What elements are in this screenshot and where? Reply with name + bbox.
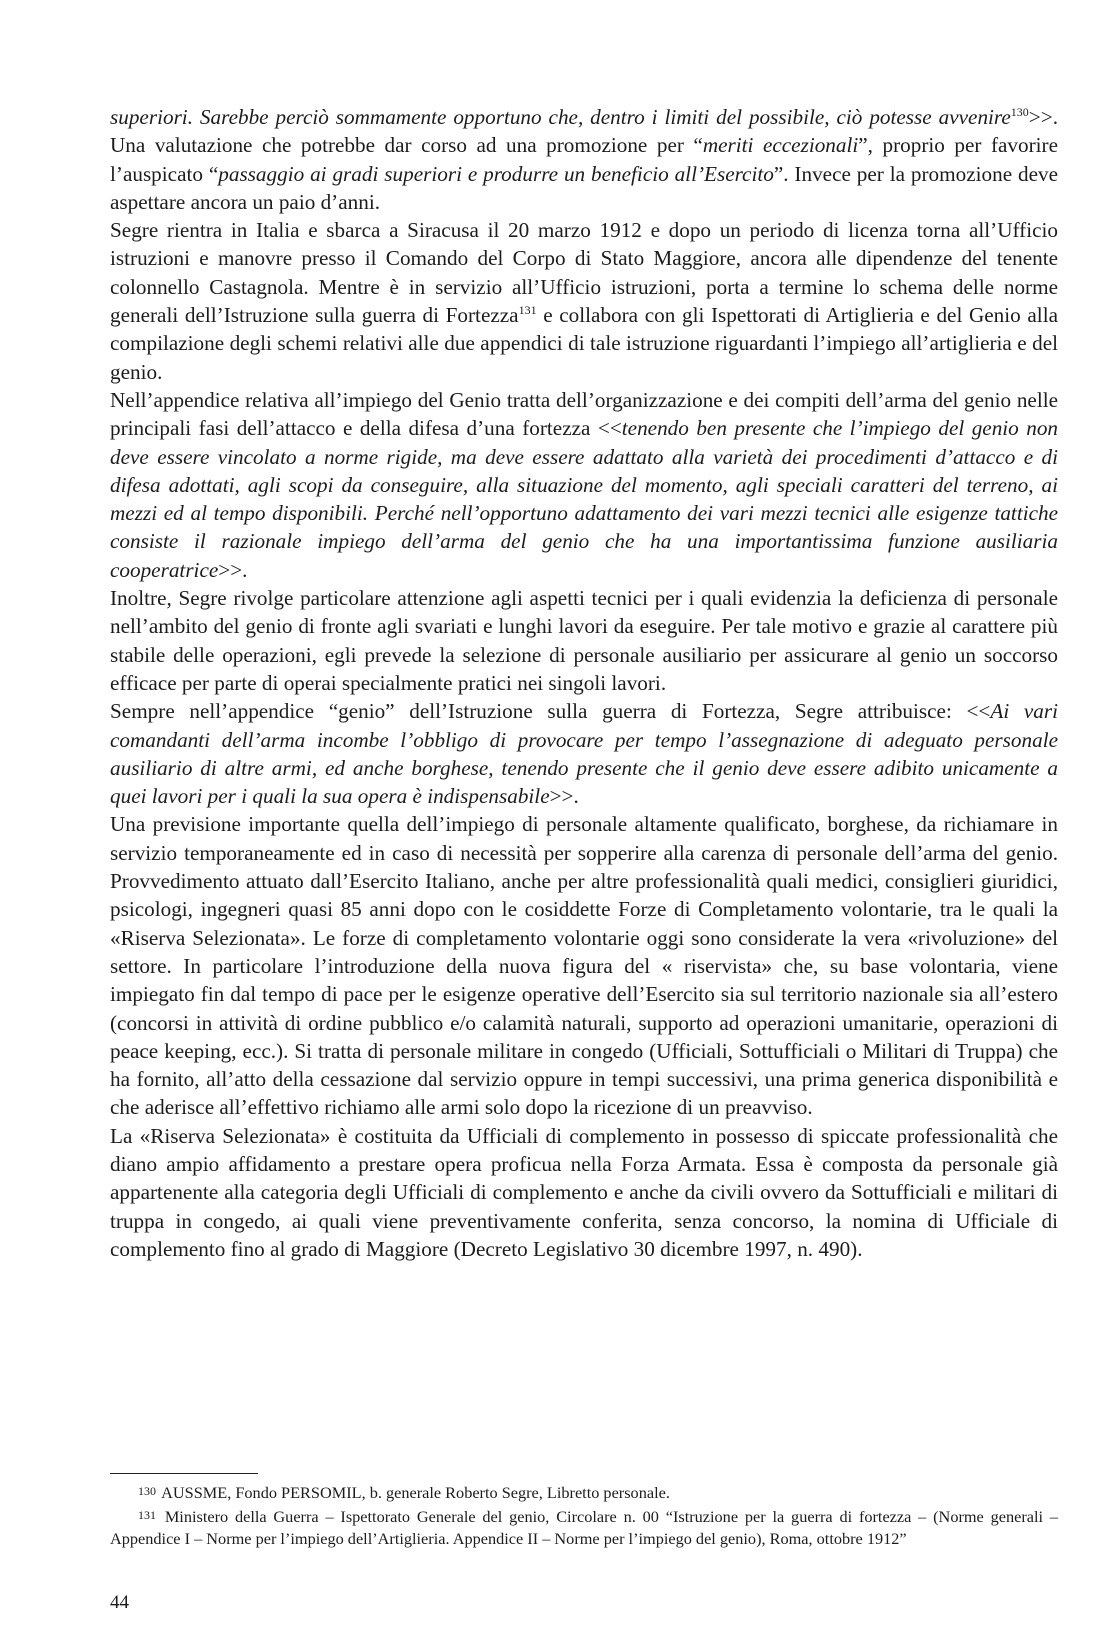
text-run: Una previsione importante quella dell’impiego di personale altamente qualificato, borghese, da richiamare in servizio temporaneamente ed in caso di necessità per sopperire alla carenza di personale dell’arma del genio. Provvedimento attuato dall’Esercito Italiano, anche per altre professionalità quali medici, consiglieri giuridici, psicologi, ingegneri quasi 85 anni dopo con le cosiddette Forze di Completamento volontarie, tra le quali la «Riserva Selezionata». Le forze di completamento volontarie oggi sono considerate la vera «rivoluzione» del settore. In particolare l’introduzione della nuova figura del « riservista» che, su base volontaria, viene impiegato fin dal tempo di pace per le esigenze operative dell’Esercito sia sul territorio nazionale sia all’estero (concorsi in attività di ordine pubblico e/o calamità naturali, supporto ad operazioni umanitarie, operazioni di peace keeping, ecc.). Si tratta di personale militare in congedo (Ufficiali, Sottufficiali o Militari di Truppa) che ha fornito, all’atto della cessazione dal servizio oppure in tempi successivi, una prima generica disponibilità e che aderisce all’effettivo richiamo alle armi solo dopo la ricezione di un preavviso. — [110, 812, 1058, 1120]
footnotes — [110, 1480, 1058, 1550]
footnote-reference: 131 — [518, 303, 537, 318]
text-run: La «Riserva Selezionata» è costituita da Ufficiali di complemento in possesso di spiccate professionalità che diano ampio affidamento a prestare opera proficua nella Forza Armata. Essa è composta da personale già appartenente alla categoria degli Ufficiali di complemento e anche da civili ovvero da Sottufficiali e militari di truppa in congedo, ai quali viene preventivamente conferita, senza concorso, la nomina di Ufficiale di complemento fino al grado di Maggiore (Decreto Legislativo 30 dicembre 1997, n. 490). — [110, 1123, 1058, 1261]
italic-quote: meriti eccezionali — [702, 133, 859, 158]
footnote-separator — [110, 1473, 258, 1474]
main-text — [110, 103, 1058, 1263]
text-run: Sempre nell’appendice “genio” dell’Istruzione sulla guerra di Fortezza, Segre attribuisce: << — [110, 699, 991, 724]
text-run: Inoltre, Segre rivolge particolare attenzione agli aspetti tecnici per i quali evidenzia la deficienza di personale nell’ambito del genio di fronte agli svariati e lunghi lavori da eseguire. Per tale motivo e grazie al carattere più stabile delle operazioni, egli prevede la selezione di personale ausiliario per assicurare al genio un soccorso efficace per parte di operai specialmente pratici nei singoli lavori. — [110, 586, 1058, 695]
italic-quote: tenendo ben presente che l’impiego del genio non deve essere vincolato a norme rigide, ma deve essere adattato alla varietà dei procedimenti d’attacco e di difesa adottati, agli scopi da conseguire, alla situazione del momento, agli speciali caratteri del terreno, ai mezzi ed al tempo disponibili. Perché nell’opportuno adattamento dei vari mezzi tecnici alle esigenze tattiche consiste il razionale impiego dell’arma del genio che ha una importantissima funzione ausiliaria cooperatrice — [110, 416, 1059, 582]
paragraph — [110, 584, 1058, 697]
footnote-number: 130 — [138, 1484, 156, 1498]
italic-quote: Ai vari comandanti dell’arma incombe l’obbligo di provocare per tempo l’assegnazione di adeguato personale ausiliario di altre armi, ed anche borghese, tenendo presente che il genio deve essere adibito unicamente a quei lavori per i quali la sua opera è indispensabile — [110, 699, 1058, 809]
paragraph — [110, 216, 1058, 386]
footnote-text: AUSSME, Fondo PERSOMIL, b. generale Roberto Segre, Libretto personale. — [161, 1483, 670, 1502]
footnote-reference: 130 — [1010, 104, 1029, 119]
paragraph — [110, 1122, 1058, 1263]
text-run: Segre rientra in Italia e sbarca a Siracusa il 20 marzo 1912 e dopo un periodo di licenza torna all’Ufficio istruzioni e manovre presso il Comando del Corpo di Stato Maggiore, ancora alle dipendenze del tenente colonnello Castagnola. Mentre è in servizio all’Ufficio istruzioni, porta a termine lo schema delle norme generali dell’Istruzione sulla guerra di Fortezza — [110, 218, 1058, 328]
footnote-number: 131 — [138, 1508, 156, 1522]
text-run: ”, proprio per favorire l’auspicato “ — [110, 133, 1058, 186]
page-number: 44 — [110, 1592, 129, 1613]
footnote-130 — [110, 1480, 1058, 1504]
text-run: >>. — [218, 557, 248, 582]
text-run: >>. Una valutazione che potrebbe dar corso ad una promozione per “ — [110, 105, 1058, 158]
paragraph — [110, 697, 1058, 810]
text-run: Nell’appendice relativa all’impiego del Genio tratta dell’organizzazione e dei compiti dell’arma del genio nelle principali fasi dell’attacco e della difesa d’una fortezza << — [110, 387, 1058, 441]
text-run: >>. — [549, 784, 579, 809]
italic-quote: passaggio ai gradi superiori e produrre un beneficio all’Esercito — [218, 161, 774, 186]
paragraph — [110, 810, 1058, 1121]
text-run: ”. Invece per la promozione deve aspettare ancora un paio d’anni. — [110, 161, 1058, 214]
italic-quote: superiori. Sarebbe perciò sommamente opportuno che, dentro i limiti del possibile, ciò potesse avvenire — [110, 105, 1011, 129]
footnote-131 — [110, 1504, 1058, 1550]
paragraph — [110, 386, 1058, 584]
paragraph — [110, 103, 1058, 216]
footnote-text: Ministero della Guerra – Ispettorato Generale del genio, Circolare n. 00 “Istruzione per la guerra di fortezza – (Norme generali – Appendice I – Norme per l’impiego dell’Artiglieria. Appendice II – Norme per l’impiego del genio), Roma, ottobre 1912” — [110, 1507, 1058, 1548]
text-run: e collabora con gli Ispettorati di Artiglieria e del Genio alla compilazione degli schemi relativi alle due appendici di tale istruzione riguardanti l’impiego all’artiglieria e del genio. — [110, 303, 1058, 384]
